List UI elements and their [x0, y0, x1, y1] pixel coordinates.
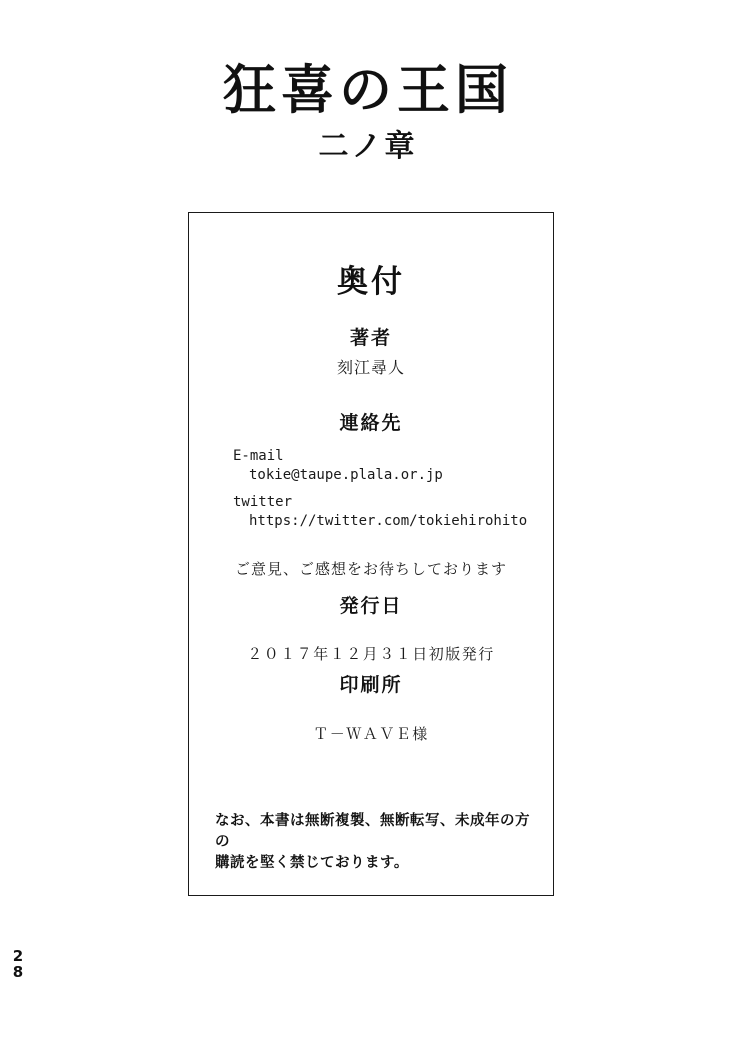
email-value[interactable]: tokie@taupe.plala.or.jp [249, 467, 443, 483]
publication-date-value: ２０１７年１２月３１日初版発行 [247, 645, 495, 663]
page-title: 狂喜の王国 [223, 60, 513, 121]
author-name: 刻江尋人 [336, 358, 405, 377]
author-heading: 著者 [349, 327, 392, 349]
publication-date-heading: 発行日 [339, 595, 403, 617]
colophon-box [188, 212, 554, 896]
twitter-label: twitter [233, 494, 293, 510]
title-block [0, 62, 736, 163]
twitter-url[interactable]: https://twitter.com/tokiehirohito [249, 513, 528, 529]
email-label: E-mail [233, 448, 284, 464]
printer-value: Ｔ－ＷＡＶＥ様 [313, 725, 429, 743]
legal-notice [215, 811, 531, 874]
page-subtitle: 二ノ章 [318, 129, 418, 165]
page-number-digit-1: 2 [12, 947, 24, 966]
legal-notice-line-1: なお、本書は無断複製、無断転写、未成年の方の [215, 813, 530, 851]
legal-notice-line-2: 購読を堅く禁じております。 [215, 855, 409, 872]
page-number [11, 949, 25, 980]
colophon-heading: 奥付 [337, 264, 405, 300]
feedback-note: ご意見、ご感想をお待ちしております [234, 560, 507, 578]
contact-heading: 連絡先 [339, 412, 403, 434]
colophon-content [189, 213, 553, 895]
printer-heading: 印刷所 [339, 674, 403, 696]
page-number-digit-2: 8 [12, 962, 24, 981]
